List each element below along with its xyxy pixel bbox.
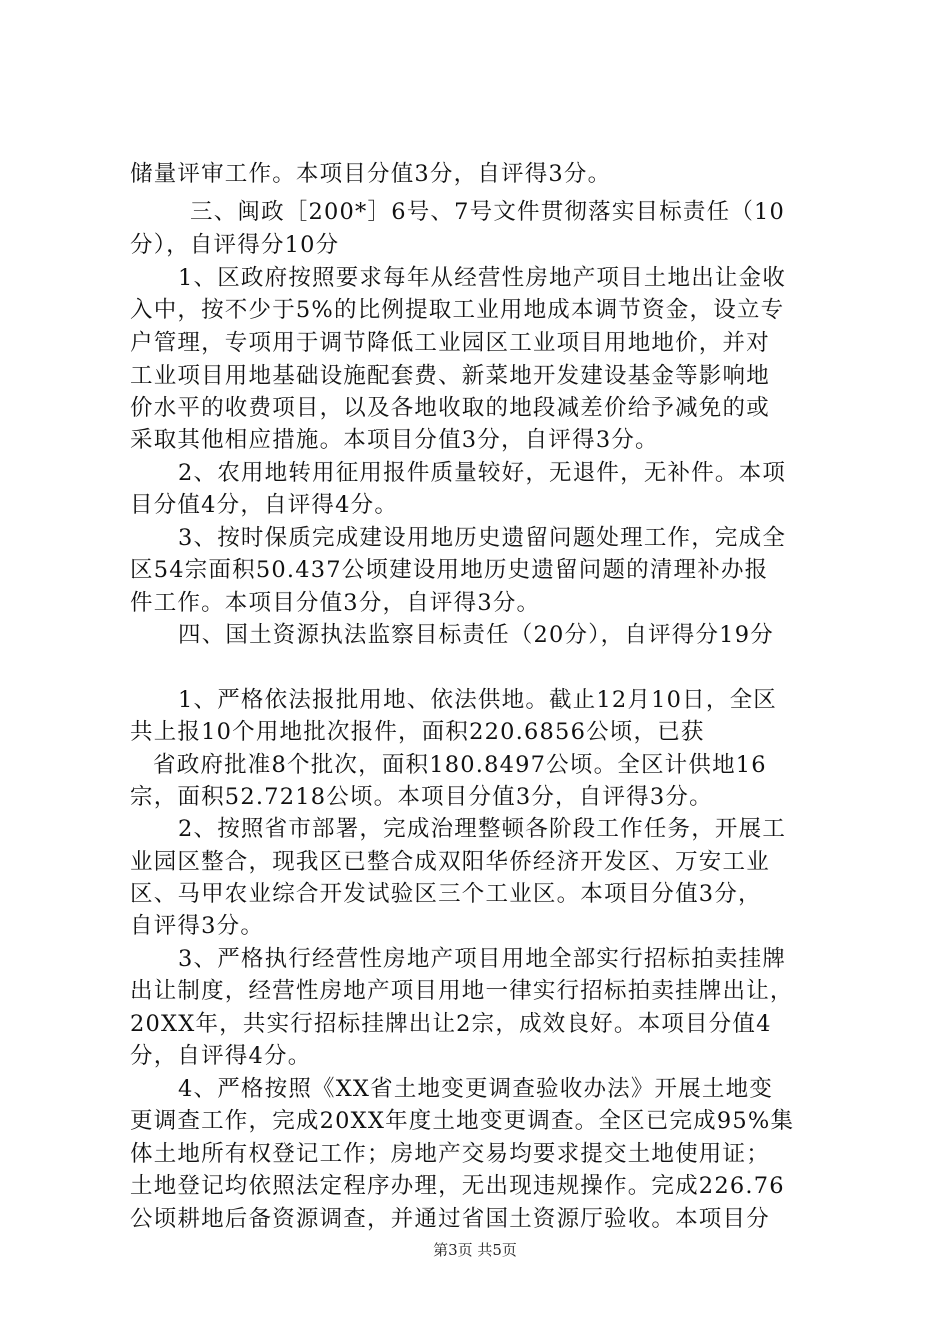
text-line: 更调查工作，完成20XX年度土地变更调查。全区已完成95%集	[130, 1108, 795, 1134]
section-heading: 三、闽政［200*］6号、7号文件贯彻落实目标责任（10	[190, 199, 786, 225]
text-line: 采取其他相应措施。本项目分值3分，自评得3分。	[130, 427, 659, 453]
text-line: 区54宗面积50.437公顷建设用地历史遗留问题的清理补办报	[130, 557, 769, 583]
text-line: 省政府批准8个批次，面积180.8497公顷。全区计供地16	[153, 752, 767, 778]
section-heading: 四、国土资源执法监察目标责任（20分），自评得分19分	[178, 622, 774, 648]
page-footer: 第3页 共5页	[433, 1241, 517, 1259]
text-line: 区、马甲农业综合开发试验区三个工业区。本项目分值3分，	[130, 881, 762, 907]
text-line: 分，自评得4分。	[130, 1043, 312, 1069]
text-line: 2、农用地转用征用报件质量较好，无退件，无补件。本项	[178, 460, 787, 486]
text-line: 体土地所有权登记工作；房地产交易均要求提交土地使用证；	[130, 1141, 770, 1167]
text-line: 3、按时保质完成建设用地历史遗留问题处理工作，完成全	[178, 525, 787, 551]
text-line: 共上报10个用地批次报件，面积220.6856公顷，已获	[130, 719, 705, 745]
text-line: 分），自评得分10分	[130, 232, 340, 258]
text-line: 业园区整合，现我区已整合成双阳华侨经济开发区、万安工业	[130, 849, 770, 875]
text-line: 件工作。本项目分值3分，自评得3分。	[130, 590, 541, 616]
text-line: 自评得3分。	[130, 913, 265, 939]
text-line: 目分值4分，自评得4分。	[130, 492, 399, 518]
text-line: 1、严格依法报批用地、依法供地。截止12月10日，全区	[178, 687, 777, 713]
text-line: 工业项目用地基础设施配套费、新菜地开发建设基金等影响地	[130, 363, 770, 389]
text-line: 宗，面积52.7218公顷。本项目分值3分，自评得3分。	[130, 784, 713, 810]
text-line: 入中，按不少于5%的比例提取工业用地成本调节资金，设立专	[130, 297, 785, 323]
text-line: 出让制度，经营性房地产项目用地一律实行招标拍卖挂牌出让，	[130, 978, 794, 1004]
text-line: 价水平的收费项目，以及各地收取的地段减差价给予减免的或	[130, 395, 770, 421]
text-line: 储量评审工作。本项目分值3分，自评得3分。	[130, 161, 612, 187]
text-line: 4、严格按照《XX省土地变更调查验收办法》开展土地变	[178, 1076, 774, 1102]
text-line: 户管理，专项用于调节降低工业园区工业项目用地地价，并对	[130, 330, 770, 356]
text-line: 1、区政府按照要求每年从经营性房地产项目土地出让金收	[178, 265, 787, 291]
text-line: 3、严格执行经营性房地产项目用地全部实行招标拍卖挂牌	[178, 946, 787, 972]
text-line: 公顷耕地后备资源调查，并通过省国土资源厅验收。本项目分	[130, 1206, 770, 1232]
text-line: 2、按照省市部署，完成治理整顿各阶段工作任务，开展工	[178, 816, 787, 842]
text-line: 土地登记均依照法定程序办理，无出现违规操作。完成226.76	[130, 1173, 785, 1199]
text-line: 20XX年，共实行招标挂牌出让2宗，成效良好。本项目分值4	[130, 1011, 772, 1037]
